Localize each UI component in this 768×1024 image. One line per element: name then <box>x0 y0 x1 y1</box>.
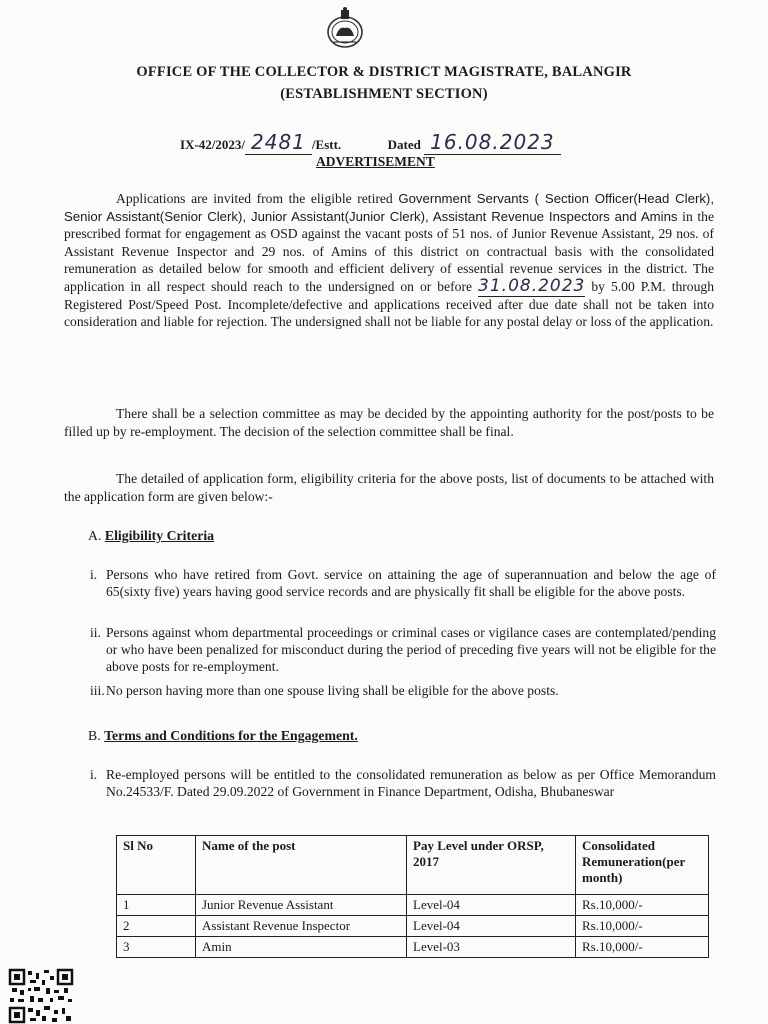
table-row <box>117 916 709 937</box>
table-cell: Rs.10,000/- <box>576 895 709 916</box>
table-header-cell: Sl No <box>117 836 196 895</box>
table-cell: Level-04 <box>407 916 576 937</box>
table-cell: Level-04 <box>407 895 576 916</box>
table-cell: Assistant Revenue Inspector <box>196 916 407 937</box>
section-b-title: Terms and Conditions for the Engagement. <box>104 728 358 743</box>
table-cell: 1 <box>117 895 196 916</box>
details-paragraph: The detailed of application form, eligibility criteria for the above posts, list of documents to be attached with the application form are given below:- <box>64 471 714 504</box>
eligibility-item <box>90 566 716 600</box>
table-cell: 2 <box>117 916 196 937</box>
eligibility-item <box>90 682 716 699</box>
table-cell: Rs.10,000/- <box>576 937 709 958</box>
table-header-cell: Consolidated Remuneration(per month) <box>576 836 709 895</box>
section-heading: (ESTABLISHMENT SECTION) <box>280 86 488 102</box>
table-cell: Junior Revenue Assistant <box>196 895 407 916</box>
item-text: Persons who have retired from Govt. service on attaining the age of superannuation and below the age of 65(sixty five) years having good service records and are physically fit shall be eligible for the above posts. <box>106 567 716 600</box>
item-text: No person having more than one spouse living shall be eligible for the above posts. <box>106 683 559 698</box>
eligibility-item <box>90 624 716 676</box>
table-header-row <box>117 836 709 895</box>
table-row <box>117 937 709 958</box>
intro-text-a: Applications are invited from the eligible retired <box>116 191 399 206</box>
table-header-cell: Pay Level under ORSP, 2017 <box>407 836 576 895</box>
handwritten-deadline: 31.08.2023 <box>478 275 586 296</box>
section-b-heading <box>88 728 358 744</box>
table-cell: 3 <box>117 937 196 958</box>
intro-paragraph <box>64 190 714 331</box>
item-text: Persons against whom departmental proceedings or criminal cases or vigilance cases are contemplated/pending or who have been penalized for misconduct during the period of preceding five years will not be eligible for the above posts for re-employment. <box>106 625 716 675</box>
table-cell: Rs.10,000/- <box>576 916 709 937</box>
office-heading: OFFICE OF THE COLLECTOR & DISTRICT MAGISTRATE, BALANGIR <box>136 64 632 80</box>
reference-suffix: /Estt. <box>311 137 342 152</box>
terms-item <box>90 766 716 800</box>
intro-text-c: by 5.00 P.M. through Registered Post/Speed Post. Incomplete/defective and applications received after due date shall not be taken into consideration and liable for rejection. The undersigned shall not be liable for any postal delay or loss of the application. <box>64 278 714 330</box>
section-a-heading <box>88 528 214 544</box>
committee-paragraph: There shall be a selection committee as may be decided by the appointing authority for the post/posts to be filled up by re-employment. The decision of the selection committee shall be final. <box>64 406 714 439</box>
table-cell: Amin <box>196 937 407 958</box>
item-text: Re-employed persons will be entitled to the consolidated remuneration as below as per Office Memorandum No.24533/F. Dated 29.09.2022 of Government in Finance Department, Odisha, Bhubaneswar <box>106 767 716 800</box>
handwritten-number: 2481 <box>245 130 312 155</box>
handwritten-date: 16.08.2023 <box>424 130 561 155</box>
advertisement-title: ADVERTISEMENT <box>316 154 435 169</box>
table-cell: Level-03 <box>407 937 576 958</box>
section-b-letter: B. <box>88 728 101 743</box>
section-a-title: Eligibility Criteria <box>104 528 215 543</box>
item-number: iii. <box>90 683 105 698</box>
qr-code-icon <box>8 968 74 1024</box>
item-number: i. <box>90 767 98 782</box>
table-row <box>117 895 709 916</box>
section-a-letter: A. <box>88 528 102 543</box>
intro-posts-text: Government Servants ( Section Officer(Head Clerk), Senior Assistant(Senior Clerk), Junior Assistant(Junior Clerk), Assistant Revenue Inspectors and Amins <box>64 191 714 224</box>
reference-line <box>180 130 561 154</box>
item-number: ii. <box>90 625 101 640</box>
intro-text-b: in the prescribed format for engagement as OSD against the vacant posts of 51 nos. of Junior Revenue Assistant, 29 nos. of Assistant Revenue Inspector and 29 nos. of Amins of this district on contractual basis with the consolidated remuneration as detailed below for smooth and efficient delivery of essential revenue services in the district. The application in all respect should reach to the undersigned on or before <box>64 208 714 294</box>
table-header-cell: Name of the post <box>196 836 407 895</box>
state-emblem-icon <box>326 6 364 50</box>
item-number: i. <box>90 567 98 582</box>
remuneration-table <box>116 835 709 958</box>
reference-prefix: IX-42/2023/ <box>180 137 245 152</box>
dated-label: Dated <box>387 137 421 152</box>
